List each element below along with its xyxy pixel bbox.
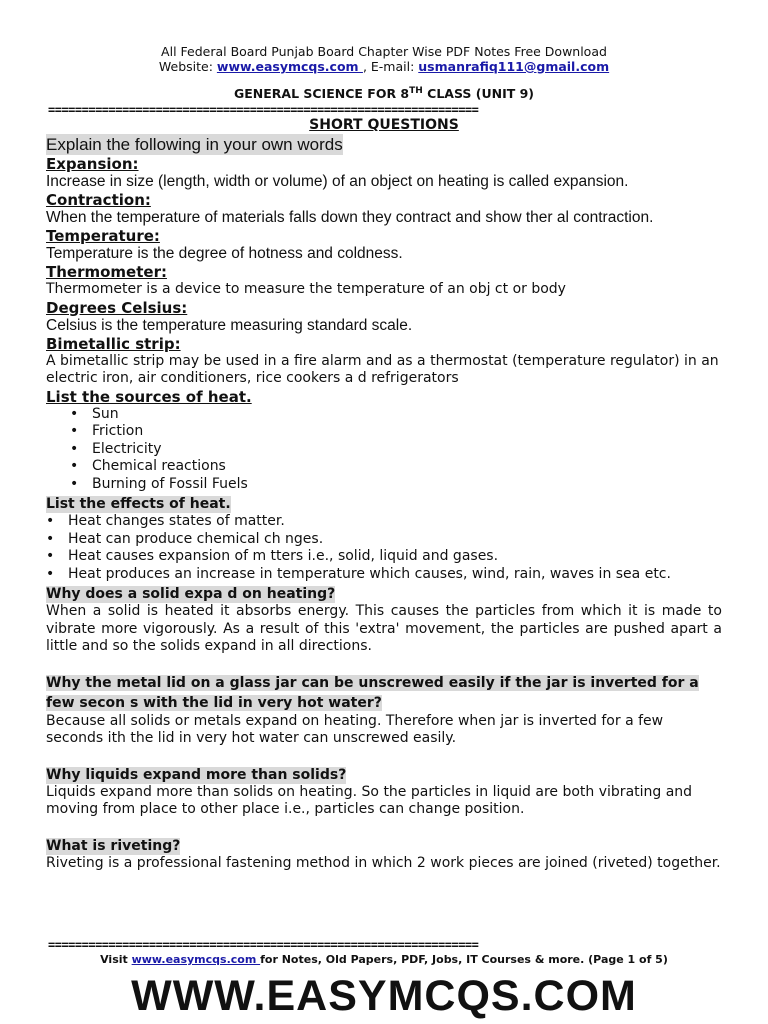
list-item: • Heat can produce chemical ch nges. [46, 531, 722, 549]
term-contraction: Contraction: [46, 191, 151, 209]
question-jar-lid [46, 672, 722, 713]
answer-riveting: Riveting is a professional fastening method in which 2 work pieces are joined (riveted) together. [46, 854, 721, 871]
def-thermometer: Thermometer is a device to measure the temperature of an obj ct or body [46, 281, 566, 297]
question-liquids-expand: Why liquids expand more than solids? [46, 766, 347, 783]
title-unit: CLASS (UNIT 9) [422, 86, 535, 102]
def-temperature: Temperature is the degree of hotness and coldness. [46, 245, 403, 262]
question-riveting: What is riveting? [46, 837, 181, 854]
content [46, 134, 722, 872]
list-item: • Chemical reactions [46, 458, 722, 476]
list-item: • Burning of Fossil Fuels [46, 476, 722, 494]
def-contraction: When the temperature of materials falls down they contract and show ther al contraction. [46, 209, 654, 226]
email-label: , E-mail: [362, 59, 419, 74]
term-thermometer: Thermometer: [46, 263, 167, 281]
document-title [0, 86, 768, 101]
term-bimetallic: Bimetallic strip: [46, 334, 181, 353]
def-bimetallic: A bimetallic strip may be used in a fire alarm and as a thermostat (temperature regulator) in an electric iron, air conditioners, rice cookers a d refrigerators [46, 352, 719, 386]
sources-list [46, 406, 722, 494]
title-text: GENERAL SCIENCE FOR 8 [233, 86, 410, 102]
footer-link[interactable]: www.easymcqs.com [131, 953, 261, 966]
list-item: • Heat changes states of matter. [46, 513, 722, 531]
question-solid-expand: Why does a solid expa d on heating? [46, 586, 336, 602]
title-superscript: TH [409, 86, 423, 96]
header-tagline: All Federal Board Punjab Board Chapter Wise PDF Notes Free Download [161, 44, 607, 59]
email-link[interactable]: usmanrafiq111@gmail.com [418, 59, 610, 74]
answer-solid-expand: When a solid is heated it absorbs energy. This causes the particles from which it is made to vibrate more vigorously. As a result of this 'extra' movement, the particles are pushed apart a little and so the solids expand in all directions. [46, 603, 722, 654]
intro-heading: Explain the following in your own words [46, 135, 343, 154]
footer-text: for Notes, Old Papers, PDF, Jobs, IT Courses & more. (Page 1 of 5) [260, 953, 668, 966]
section-title: SHORT QUESTIONS [309, 117, 459, 133]
sources-heading: List the sources of heat. [46, 387, 252, 406]
list-item: • Heat produces an increase in temperature which causes, wind, rain, waves in sea etc. [46, 566, 722, 584]
footer-note [0, 953, 768, 966]
def-expansion: Increase in size (length, width or volume) of an object on heating is called expansion. [46, 173, 629, 190]
header-contact [0, 59, 768, 74]
term-expansion: Expansion: [46, 155, 139, 173]
website-label: Website: [158, 59, 217, 74]
separator-rule-bottom: ================================================================ [48, 939, 479, 951]
term-celsius: Degrees Celsius: [46, 298, 188, 317]
list-item: • Friction [46, 423, 722, 441]
question-text: Why the metal lid on a glass jar can be unscrewed easily if the jar is inverted for a few secon s with the lid in very hot water? [46, 674, 699, 711]
answer-jar-lid: Because all solids or metals expand on heating. Therefore when jar is inverted for a few seconds ith the lid in very hot water can unscrewed easily. [46, 712, 664, 746]
effects-list [46, 513, 722, 583]
list-item: • Heat causes expansion of m tters i.e., solid, liquid and gases. [46, 548, 722, 566]
answer-liquids-expand: Liquids expand more than solids on heating. So the particles in liquid are both vibrating and moving from place to other place i.e., particles can change position. [46, 783, 693, 817]
brand-watermark: WWW.EASYMCQS.COM [131, 972, 637, 1020]
website-link[interactable]: www.easymcqs.com [216, 59, 363, 74]
list-item: • Electricity [46, 441, 722, 459]
def-celsius: Celsius is the temperature measuring standard scale. [46, 316, 413, 334]
list-item: • Sun [46, 406, 722, 424]
separator-rule-top: ================================================================ [48, 104, 479, 116]
term-temperature: Temperature: [46, 227, 160, 245]
effects-heading: List the effects of heat. [46, 496, 231, 512]
footer-visit: Visit [100, 953, 132, 966]
